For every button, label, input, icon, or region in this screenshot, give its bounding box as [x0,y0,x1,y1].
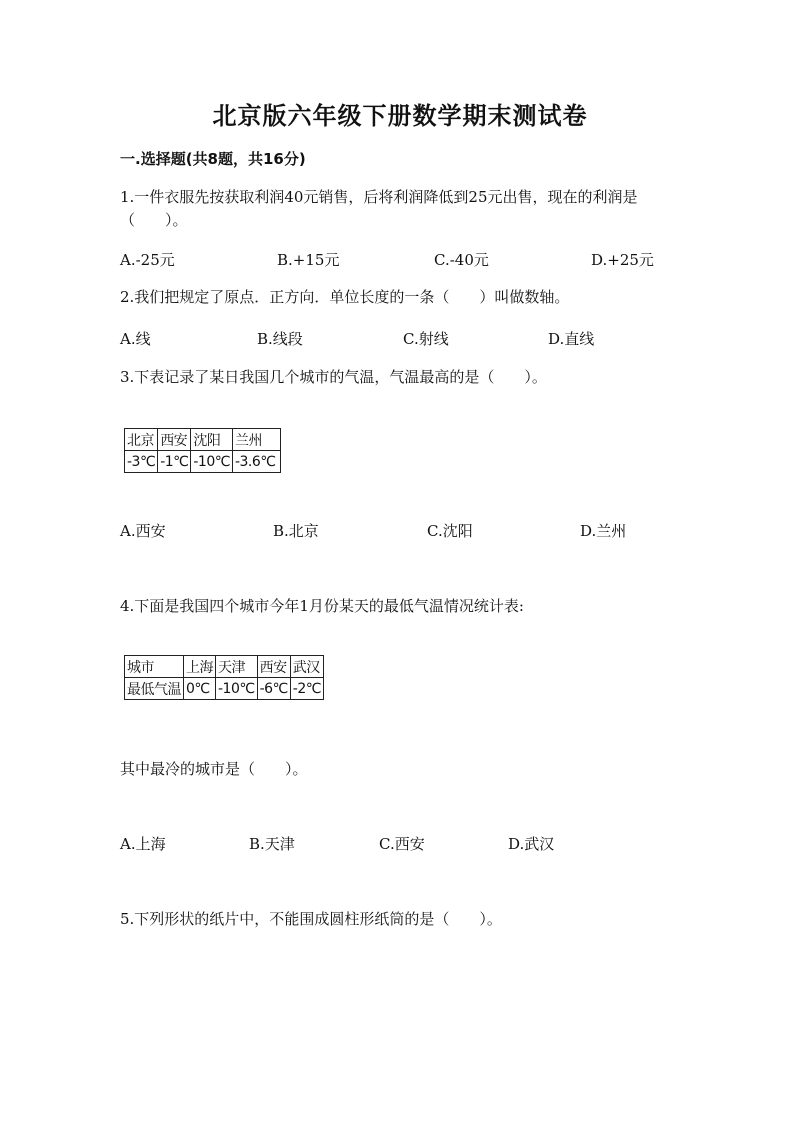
question-3-temperature-table [124,428,281,473]
option-b[interactable]: B.北京 [273,522,319,540]
table-cell: 城市 [125,656,184,678]
option-d[interactable]: D.直线 [548,330,595,348]
question-3-text: 3.下表记录了某日我国几个城市的气温，气温最高的是（ ）。 [120,368,547,386]
table-cell: -1℃ [158,451,191,473]
option-b[interactable]: B.线段 [257,330,303,348]
option-c[interactable]: C.沈阳 [427,522,473,540]
table-cell: 上海 [184,656,216,678]
table-row [125,451,281,473]
option-d[interactable]: D.武汉 [508,835,555,853]
option-a[interactable]: A.线 [120,330,151,348]
table-cell: 沈阳 [191,429,233,451]
option-a[interactable]: A.-25元 [120,251,175,269]
table-cell: -3℃ [125,451,158,473]
question-1-options [120,249,720,271]
question-4-temperature-table [124,655,324,700]
question-3-options [120,520,720,542]
option-d[interactable]: D.兰州 [580,522,627,540]
table-cell: -2℃ [290,678,323,700]
table-cell: 最低气温 [125,678,184,700]
table-row [125,678,324,700]
option-c[interactable]: C.-40元 [434,251,489,269]
option-b[interactable]: B.天津 [249,835,295,853]
option-a[interactable]: A.上海 [120,835,166,853]
table-cell: -10℃ [216,678,258,700]
table-cell: 北京 [125,429,158,451]
table-cell: 西安 [257,656,290,678]
table-cell: -10℃ [191,451,233,473]
table-header-row [125,656,324,678]
question-1-text: 1.一件衣服先按获取利润40元销售，后将利润降低到25元出售，现在的利润是（ ）。 [120,188,638,229]
question-5-text: 5.下列形状的纸片中，不能围成圆柱形纸筒的是（ ）。 [120,910,502,928]
question-2-text: 2.我们把规定了原点．正方向．单位长度的一条（ ）叫做数轴。 [120,288,570,306]
table-header-row [125,429,281,451]
option-b[interactable]: B.+15元 [277,251,340,269]
table-cell: -3.6℃ [232,451,280,473]
question-4-followup: 其中最冷的城市是（ ）。 [120,760,308,778]
table-cell: -6℃ [257,678,290,700]
table-cell: 兰州 [232,429,280,451]
question-4-options [120,833,720,855]
section-heading: 一.选择题(共8题，共16分) [120,150,306,168]
option-c[interactable]: C.西安 [379,835,425,853]
table-cell: 西安 [158,429,191,451]
question-4-text: 4.下面是我国四个城市今年1月份某天的最低气温情况统计表: [120,597,524,615]
question-2-options [120,328,720,350]
option-d[interactable]: D.+25元 [591,251,654,269]
table-cell: 天津 [216,656,258,678]
page-title: 北京版六年级下册数学期末测试卷 [212,101,588,130]
table-cell: 武汉 [290,656,323,678]
table-cell: 0℃ [184,678,216,700]
option-a[interactable]: A.西安 [120,522,166,540]
option-c[interactable]: C.射线 [403,330,449,348]
